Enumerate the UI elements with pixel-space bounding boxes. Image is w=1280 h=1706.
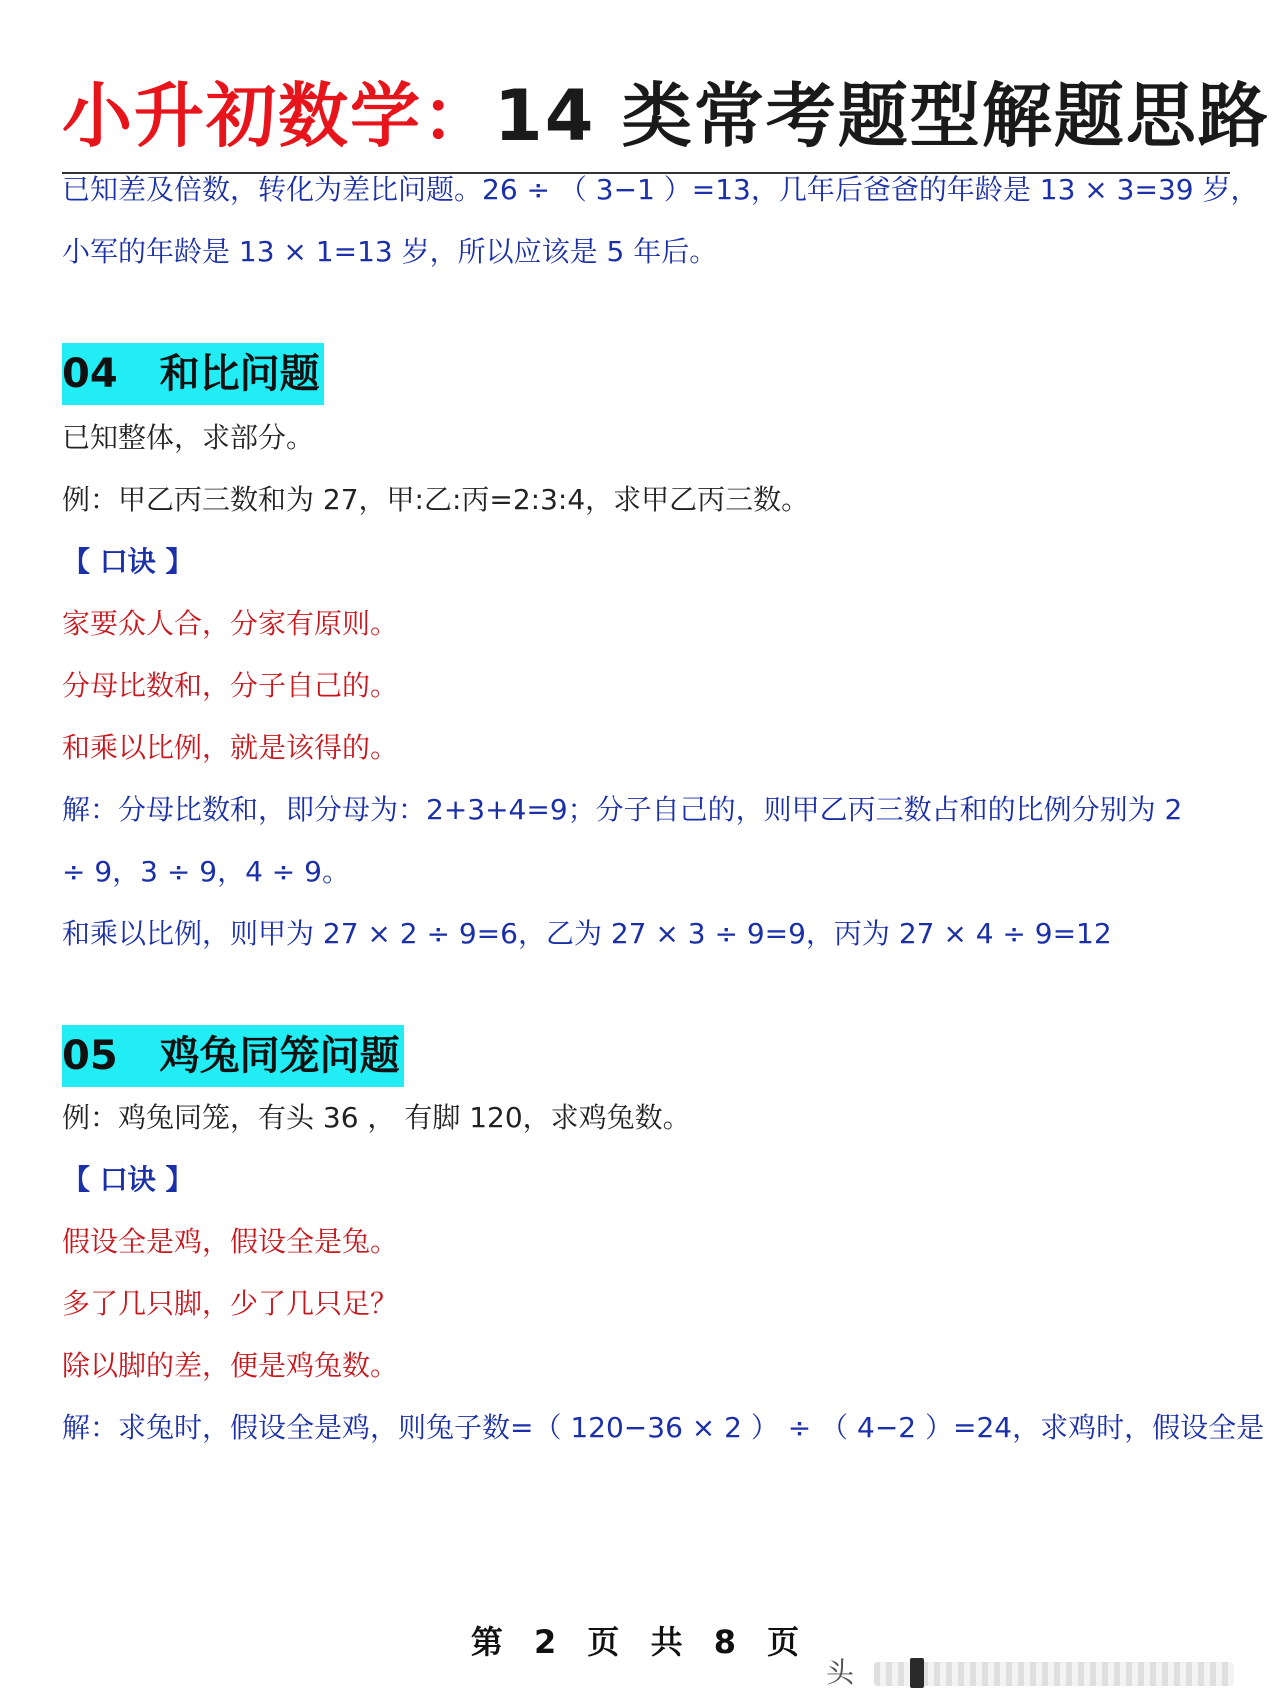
watermark-bars [874, 1662, 1234, 1686]
section-04-desc: 已知整体，求部分。 [62, 421, 315, 454]
watermark-logo [826, 1656, 1234, 1690]
page-title-red: 小升初数学： [62, 75, 494, 157]
section-04-mnemonic-2: 分母比数和，分子自己的。 [62, 669, 399, 702]
watermark-mark [910, 1658, 924, 1688]
section-05-title: 鸡兔同笼问题 [159, 1033, 400, 1079]
intro-line-1: 已知差及倍数，转化为差比问题。26 ÷ （ 3−1 ）=13，几年后爸爸的年龄是 13 × 3=39 岁， [62, 173, 1259, 206]
intro-line-2: 小军的年龄是 13 × 1=13 岁，所以应该是 5 年后。 [62, 235, 718, 268]
section-04-solution-2: ÷ 9，3 ÷ 9，4 ÷ 9。 [62, 855, 350, 888]
section-04-solution-3: 和乘以比例，则甲为 27 × 2 ÷ 9=6，乙为 27 × 3 ÷ 9=9，丙为 27 × 4 ÷ 9=12 [62, 917, 1112, 950]
page-footer: 第 2 页 共 8 页 [470, 1623, 810, 1661]
section-05-mnemonic-label: 【 口诀 】 [62, 1163, 194, 1196]
section-05-mnemonic-2: 多了几只脚，少了几只足？ [62, 1287, 399, 1320]
section-04-mnemonic-3: 和乘以比例，就是该得的。 [62, 731, 399, 764]
section-05-example: 例：鸡兔同笼，有头 36 ， 有脚 120，求鸡兔数。 [62, 1101, 691, 1134]
section-04-mnemonic-label: 【 口诀 】 [62, 545, 194, 578]
watermark-glyph: 头 [826, 1656, 855, 1689]
section-04-title: 和比问题 [159, 351, 320, 397]
section-05-heading [62, 1025, 404, 1087]
section-04-number: 04 [62, 351, 118, 397]
section-05-number: 05 [62, 1033, 118, 1079]
section-04-heading [62, 343, 324, 405]
page-title [62, 68, 1270, 164]
section-05-mnemonic-3: 除以脚的差，便是鸡兔数。 [62, 1349, 399, 1382]
section-04-example: 例：甲乙丙三数和为 27，甲:乙:丙=2:3:4，求甲乙丙三数。 [62, 483, 810, 516]
page-title-black: 14 类常考题型解题思路 [494, 75, 1270, 157]
section-05-mnemonic-1: 假设全是鸡，假设全是兔。 [62, 1225, 399, 1258]
section-04-mnemonic-1: 家要众人合，分家有原则。 [62, 607, 399, 640]
section-05-solution-1: 解：求兔时，假设全是鸡，则兔子数=（ 120−36 × 2 ） ÷ （ 4−2 ）=24，求鸡时，假设全是 [62, 1411, 1265, 1444]
section-04-solution-1: 解：分母比数和，即分母为：2+3+4=9；分子自己的，则甲乙丙三数占和的比例分别为 2 [62, 793, 1183, 826]
